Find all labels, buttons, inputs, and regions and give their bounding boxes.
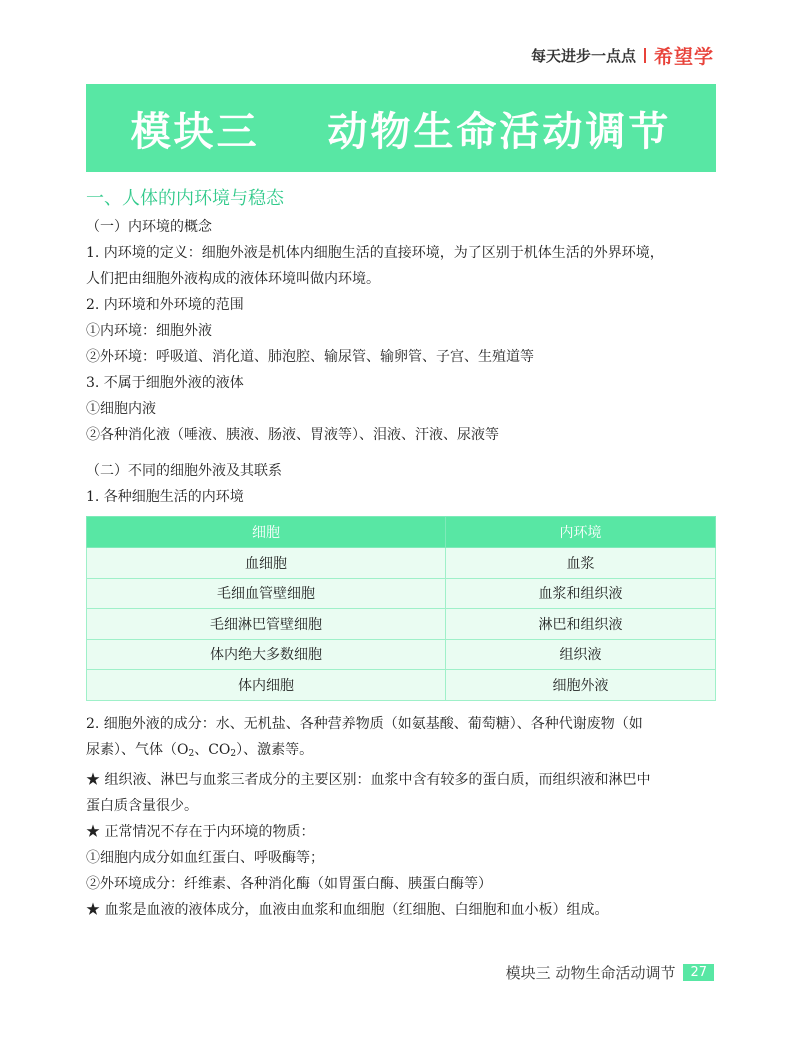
table-cell: 血细胞 bbox=[87, 548, 446, 579]
subscript: 2 bbox=[188, 748, 195, 759]
table-row bbox=[87, 670, 716, 701]
table-row bbox=[87, 639, 716, 670]
subsection-heading-1: （一）内环境的概念 bbox=[86, 219, 212, 235]
page-number: 27 bbox=[683, 964, 714, 981]
table-cell: 淋巴和组织液 bbox=[445, 609, 715, 640]
composition-line bbox=[86, 737, 716, 767]
text-line: 1. 内环境的定义：细胞外液是机体内细胞生活的直接环境，为了区别于机体生活的外界环境， bbox=[86, 245, 664, 261]
text-line: 3. 不属于细胞外液的液体 bbox=[86, 375, 244, 391]
brand-divider bbox=[644, 48, 646, 63]
table-row bbox=[87, 548, 716, 579]
subscript: 2 bbox=[230, 748, 237, 759]
text-line: 1. 各种细胞生活的内环境 bbox=[86, 489, 244, 505]
brand-slogan: 每天进步一点点 bbox=[530, 47, 636, 65]
text-line: ①细胞内液 bbox=[86, 401, 156, 417]
text-fragment: ）、激素等。 bbox=[236, 741, 314, 758]
text-line: 2. 细胞外液的成分：水、无机盐、各种营养物质（如氨基酸、葡萄糖）、各种代谢废物（如 bbox=[86, 715, 643, 732]
table-cell: 体内细胞 bbox=[87, 670, 446, 701]
note-line: ①细胞内成分如血红蛋白、呼吸酶等； bbox=[86, 849, 324, 866]
note-line: ②外环境成分：纤维素、各种消化酶（如胃蛋白酶、胰蛋白酶等） bbox=[86, 875, 492, 892]
subsection-heading-2: （二）不同的细胞外液及其联系 bbox=[86, 463, 282, 479]
table-header-cell: 细胞 bbox=[87, 517, 446, 548]
table-header-row bbox=[87, 517, 716, 548]
table-cell: 血浆和组织液 bbox=[445, 578, 715, 609]
text-line: 2. 内环境和外环境的范围 bbox=[86, 297, 244, 313]
footer-module-title: 模块三 动物生命活动调节 bbox=[505, 964, 676, 982]
table-cell: 组织液 bbox=[445, 639, 715, 670]
table-cell: 血浆 bbox=[445, 548, 715, 579]
table-row bbox=[87, 609, 716, 640]
table-row bbox=[87, 578, 716, 609]
section-heading: 一、人体的内环境与稳态 bbox=[86, 188, 284, 209]
table-cell: 毛细血管壁细胞 bbox=[87, 578, 446, 609]
table-cell: 体内绝大多数细胞 bbox=[87, 639, 446, 670]
table-header-cell: 内环境 bbox=[445, 517, 715, 548]
text-line: 人们把由细胞外液构成的液体环境叫做内环境。 bbox=[86, 271, 380, 287]
text-line: ②外环境：呼吸道、消化道、肺泡腔、输尿管、输卵管、子宫、生殖道等 bbox=[86, 349, 534, 365]
table-cell: 毛细淋巴管壁细胞 bbox=[87, 609, 446, 640]
page-footer bbox=[506, 962, 714, 983]
brand-header bbox=[531, 42, 714, 69]
cell-environment-table bbox=[86, 516, 716, 701]
module-banner bbox=[86, 84, 716, 172]
text-fragment: 尿素）、气体（O bbox=[86, 741, 189, 758]
note-line: 蛋白质含量很少。 bbox=[86, 797, 198, 814]
text-line: ②各种消化液（唾液、胰液、肠液、胃液等）、泪液、汗液、尿液等 bbox=[86, 427, 499, 443]
note-line: ★ 正常情况不存在于内环境的物质： bbox=[86, 823, 315, 840]
note-line: ★ 组织液、淋巴与血浆三者成分的主要区别：血浆中含有较多的蛋白质，而组织液和淋巴中 bbox=[86, 771, 651, 788]
text-line: ①内环境：细胞外液 bbox=[86, 323, 212, 339]
text-fragment: 、CO bbox=[194, 741, 231, 758]
page-content bbox=[86, 184, 716, 923]
module-title: 模块三 动物生命活动调节 bbox=[130, 108, 672, 155]
table-cell: 细胞外液 bbox=[445, 670, 715, 701]
brand-logo: 希望学 bbox=[653, 46, 714, 68]
note-line: ★ 血浆是血液的液体成分，血液由血浆和血细胞（红细胞、白细胞和血小板）组成。 bbox=[86, 901, 609, 918]
